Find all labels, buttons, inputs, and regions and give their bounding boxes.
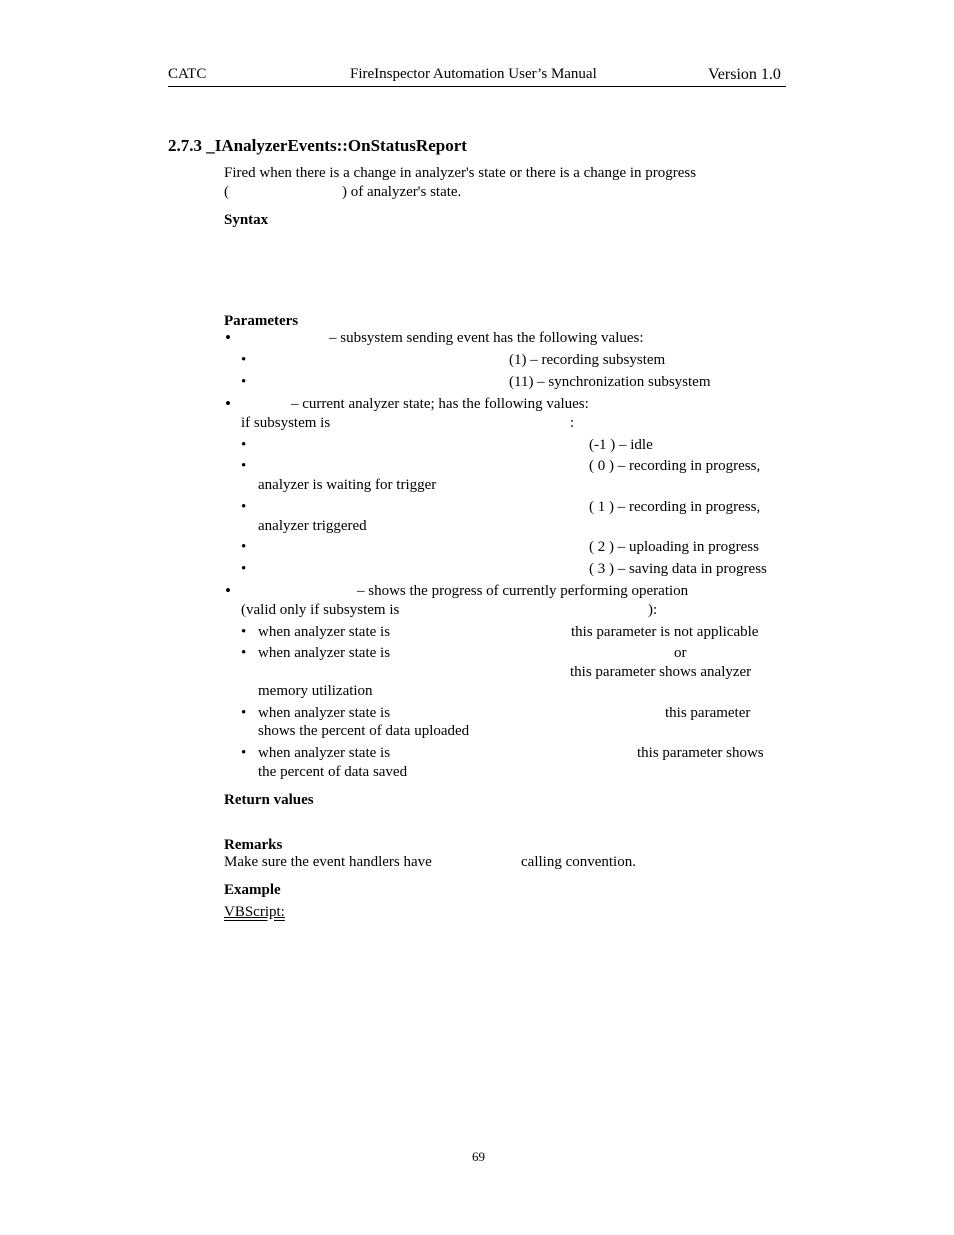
header-rule — [168, 86, 786, 87]
vbscript-label: VBScript: — [224, 904, 285, 920]
header-title: FireInspector Automation User’s Manual — [350, 66, 597, 82]
parameters-label: Parameters — [224, 313, 299, 329]
param3-item-right: this parameter is not applicable — [571, 624, 759, 640]
param3-item-continuation: shows the percent of data uploaded — [258, 723, 470, 739]
param3-bullet: • — [225, 581, 231, 600]
param2-value-bullet: • — [241, 458, 247, 474]
param2-value: ( 3 ) – saving data in progress — [589, 561, 767, 577]
param1-value-bullet: • — [241, 374, 247, 390]
param2-value-bullet: • — [241, 499, 247, 515]
param2-description: – current analyzer state; has the following values: — [291, 396, 589, 412]
param2-value-continuation: analyzer is waiting for trigger — [258, 477, 437, 493]
param2-value-bullet: • — [241, 561, 247, 577]
param3-item-when: when analyzer state is — [258, 745, 391, 761]
remarks-label: Remarks — [224, 837, 283, 853]
param2-value-bullet: • — [241, 437, 247, 453]
description-line-2: ) of analyzer's state. — [342, 184, 462, 200]
param1-bullet: • — [225, 328, 231, 347]
param1-value: (11) – synchronization subsystem — [509, 374, 711, 390]
syntax-label: Syntax — [224, 212, 269, 228]
param3-item-continuation: the percent of data saved — [258, 764, 408, 780]
param3-condition-end: ): — [648, 602, 658, 618]
param3-item-bullet: • — [241, 705, 247, 721]
param1-description: – subsystem sending event has the following values: — [329, 330, 644, 346]
section-heading: 2.7.3 _IAnalyzerEvents::OnStatusReport — [168, 136, 467, 155]
param2-value-continuation: analyzer triggered — [258, 518, 367, 534]
param1-value-bullet: • — [241, 352, 247, 368]
param2-value: (-1 ) – idle — [589, 437, 653, 453]
param3-item-when: when analyzer state is — [258, 705, 391, 721]
param3-item-or: or — [674, 645, 687, 661]
param3-item-right: this parameter shows analyzer — [570, 664, 752, 680]
param3-item-right: this parameter shows — [637, 745, 764, 761]
header-left: CATC — [168, 66, 207, 82]
param3-item-when: when analyzer state is — [258, 624, 391, 640]
param3-description: – shows the progress of currently performing operation — [357, 583, 689, 599]
param3-item-bullet: • — [241, 624, 247, 640]
page-number: 69 — [472, 1149, 485, 1164]
param2-bullet: • — [225, 394, 231, 413]
param3-item-bullet: • — [241, 745, 247, 761]
param1-value: (1) – recording subsystem — [509, 352, 666, 368]
param3-item-continuation: memory utilization — [258, 683, 373, 699]
description-open-paren: ( — [224, 184, 229, 200]
param2-condition-colon: : — [570, 415, 575, 431]
remarks-text-end: calling convention. — [521, 854, 636, 870]
example-label: Example — [224, 882, 281, 898]
param3-item-when: when analyzer state is — [258, 645, 391, 661]
param2-value: ( 0 ) – recording in progress, — [589, 458, 761, 474]
return-values-label: Return values — [224, 792, 314, 808]
param3-item-right: this parameter — [665, 705, 751, 721]
remarks-text: Make sure the event handlers have — [224, 854, 432, 870]
param2-value: ( 2 ) – uploading in progress — [589, 539, 759, 555]
param2-value-bullet: • — [241, 539, 247, 555]
param2-value: ( 1 ) – recording in progress, — [589, 499, 761, 515]
description-line-1: Fired when there is a change in analyzer's state or there is a change in progress — [224, 165, 697, 181]
param3-condition: (valid only if subsystem is — [241, 602, 400, 618]
header-version: Version 1.0 — [708, 66, 781, 83]
param3-item-bullet: • — [241, 645, 247, 661]
param2-condition: if subsystem is — [241, 415, 331, 431]
